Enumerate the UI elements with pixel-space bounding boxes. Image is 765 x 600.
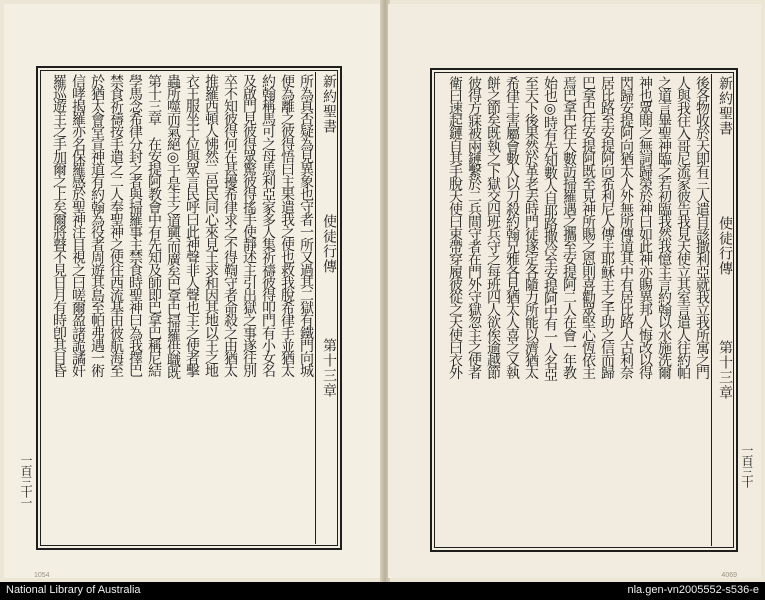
text-column: 便為離之彼得悟曰主果遣我之使也救我脫希律手並猶太 bbox=[279, 74, 295, 377]
text-column: 學馬念希律分封之者與掃羅事主禁食時聖神曰為我擇巴 bbox=[127, 74, 143, 377]
text-column: 禁食祈禱按手遣之二人奉聖神之使往西流基由彼航海至 bbox=[108, 74, 124, 377]
text-column: 希律王害屬會數人以刀殺約翰兄雅各見猶太人喜之又執 bbox=[504, 76, 520, 379]
text-column: 焉巴拿巴往大數訪掃羅遇之攜至安提阿二人在會一年教 bbox=[561, 76, 577, 379]
left-page bbox=[4, 4, 382, 578]
text-column: 卒不知彼得何在甚擾希律求之不得鞫守者命殺之由猶太 bbox=[222, 74, 238, 377]
column-rule bbox=[315, 72, 316, 544]
footer-bar bbox=[0, 582, 765, 600]
running-chapter: 第十三章 bbox=[717, 340, 733, 400]
text-column: 之道言畢聖神臨之若初臨我然我憶主言約翰以水施洗爾 bbox=[656, 76, 672, 379]
text-column: 閃歸安提阿向猶太人外無所傳道其中有居比路人古利奈 bbox=[618, 76, 634, 379]
footer-credit: National Library of Australia bbox=[6, 584, 141, 596]
text-column: 約翰稱馬可之母馬利亞家多人集祈禱彼得叩門有小女名 bbox=[260, 74, 276, 377]
text-column: 後各物收於天即有三人遣自該撒利亞就我立我所寓之門 bbox=[694, 76, 710, 379]
text-column: 餅之節矣既執之下獄交四班兵守之每班四人欲俟逾越節 bbox=[485, 76, 501, 379]
right-text-frame bbox=[430, 68, 738, 552]
text-column: 於猶太會堂宣神道有約翰為役者周遊其島至帕弗遇一術 bbox=[89, 74, 105, 377]
running-book: 使徒行傳 bbox=[717, 216, 733, 276]
left-running-head bbox=[322, 74, 336, 542]
page-number: 一百三十 bbox=[740, 444, 754, 487]
running-title: 新約聖書 bbox=[321, 74, 337, 134]
text-column: 羅巡遊主之手加爾之上矣爾將瞽不見日月有時卽其目昏 bbox=[51, 74, 67, 377]
footer-identifier: nla.gen-vn2005552-s536-e bbox=[627, 584, 759, 596]
text-column: 信哮揭羅亦名保羅感於聖神注目視之曰嗟爾盈諸詭譎奸 bbox=[70, 74, 86, 377]
page-number: 一百三十一 bbox=[19, 454, 33, 508]
text-column: 神也眾聞之無詞歸榮於神曰如此神亦賜異邦人悔改以得 bbox=[637, 76, 653, 379]
text-column: 第十三章 在安提阿教會中有先知及師即巴拿巴稱尼結 bbox=[146, 74, 162, 377]
running-title: 新約聖書 bbox=[717, 76, 733, 136]
text-column: 居比路至安提阿向希利尼人傳主耶穌主之手助之信而歸 bbox=[599, 76, 615, 379]
running-chapter: 第十三章 bbox=[321, 338, 337, 398]
text-column: 及啟門見彼得眾驚彼得搖手使靜述主引出獄之事遂往別 bbox=[241, 74, 257, 377]
text-column: 巴拿巴往安提阿既至見神所賜之恩則喜勸眾堅心恆依主 bbox=[580, 76, 596, 379]
text-column: 推羅西頓人怫然二邑民同心來見王求和因其地以王之地 bbox=[203, 74, 219, 377]
column-rule bbox=[711, 74, 712, 546]
text-column: 衣王服坐于位與眾言民呼曰此神聲非人聲也主之使者擊 bbox=[184, 74, 200, 377]
text-column: 人與我往入哥尼流家彼告我見天使立其室言遣人往約帕 bbox=[675, 76, 691, 379]
text-column: 始也◎時有先知數人自耶路撒冷至安提阿中有一人名亞 bbox=[542, 76, 558, 381]
left-text-frame bbox=[36, 66, 342, 550]
library-mark: 1054 bbox=[34, 572, 50, 579]
text-column: 衛曰速起鏈自其手脫天使曰束帶穿履彼從之天使曰衣外 bbox=[447, 76, 463, 379]
right-running-head bbox=[718, 76, 732, 544]
running-book: 使徒行傳 bbox=[321, 214, 337, 274]
text-column: 彼得方寐被兩鏈繫於二兵間守者在門外守獄忽主之使者 bbox=[466, 76, 482, 379]
text-column: 至天下後果然於革老丟時門徒遂定各隨力所能以濟猶太 bbox=[523, 76, 539, 379]
text-column: 蟲所噬而氣絕◎于是主之道興而廣矣巴拿巴掃羅供職既 bbox=[165, 74, 181, 379]
right-page bbox=[388, 4, 761, 578]
text-column: 所為真否疑為見異象也守者一所又過其二獄有鐵門向城 bbox=[298, 74, 314, 377]
library-mark: 4069 bbox=[721, 572, 737, 579]
